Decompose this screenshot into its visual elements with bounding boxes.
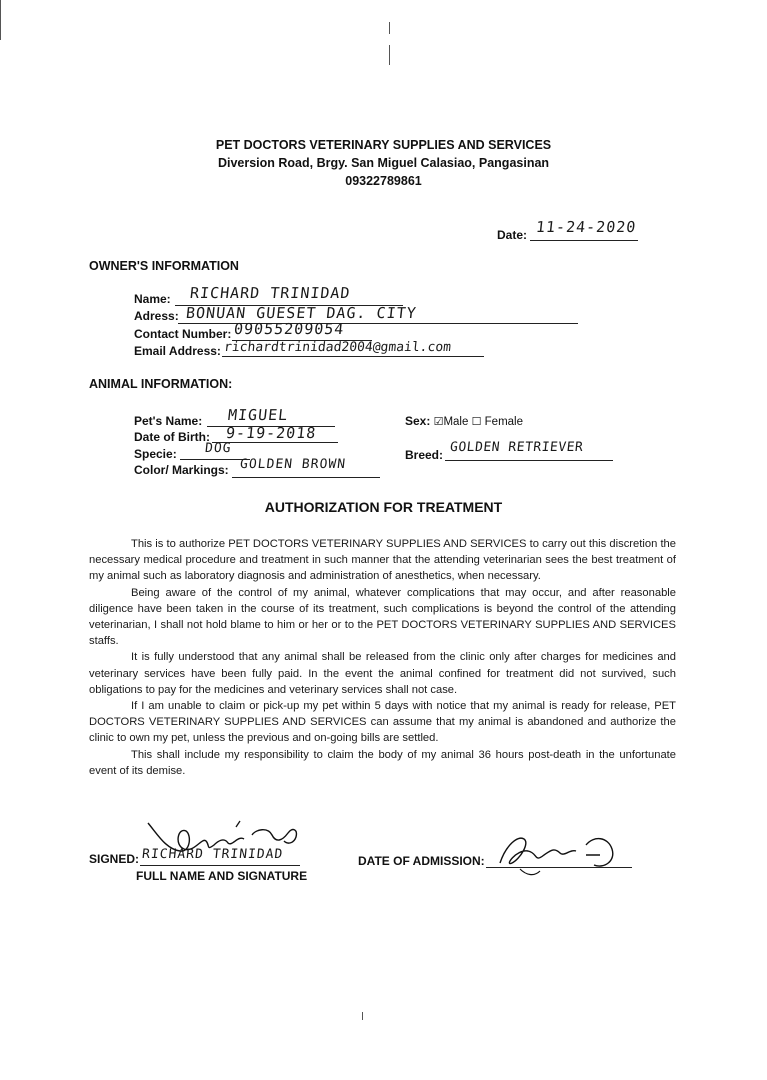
authorization-paragraph: This shall include my responsibility to claim the body of my animal 36 hours post-death in the unfortunate event of its demise. <box>89 748 676 777</box>
animal-section-title: ANIMAL INFORMATION: <box>89 377 233 391</box>
sex-field <box>405 414 523 428</box>
company-name: PET DOCTORS VETERINARY SUPPLIES AND SERVICES <box>215 138 552 152</box>
breed-value[interactable]: GOLDEN RETRIEVER <box>449 440 585 455</box>
email-value[interactable]: richardtrinidad2004@gmail.com <box>223 340 452 355</box>
sex-label: Sex: <box>405 414 431 428</box>
date-value[interactable]: 11-24-2020 <box>535 218 638 236</box>
specie-value[interactable]: DOG <box>204 441 233 456</box>
breed-label: Breed: <box>405 448 444 462</box>
signed-line <box>140 865 300 866</box>
date-line <box>530 240 638 241</box>
authorization-paragraph: This is to authorize PET DOCTORS VETERINARY SUPPLIES AND SERVICES to carry out this discretion the necessary medical procedure and treatment in such manner that the attending veterinarian sees the best treatment of my animal such as laboratory diagnosis and administration of anesthetics, when necessary. <box>89 538 676 583</box>
contact-label: Contact Number: <box>134 327 232 341</box>
authorization-paragraph: It is fully understood that any animal shall be released from the clinic only after charges for medicines and veterinary services have been fully paid. In the event the animal confined for treatment did not survived, such obligations to pay for the medicines and veterinary services shall not case. <box>89 651 676 696</box>
scan-edge <box>0 0 1 40</box>
scan-mark <box>389 22 390 34</box>
dob-value[interactable]: 9-19-2018 <box>225 424 318 442</box>
color-label: Color/ Markings: <box>134 463 229 477</box>
owner-address-label: Adress: <box>134 309 179 323</box>
admission-label: DATE OF ADMISSION: <box>358 854 485 868</box>
breed-line <box>445 460 613 461</box>
authorization-paragraph: If I am unable to claim or pick-up my pet within 5 days with notice that my animal is ready for release, PET DOCTORS VETERINARY SUPPLIES AND SERVICES can assume that my animal is abandoned and authorize the clinic to own my pet, unless the previous and on-going bills are settled. <box>89 700 676 745</box>
admission-signature-scribble <box>490 825 630 885</box>
date-label: Date: <box>497 228 528 242</box>
owner-section-title: OWNER'S INFORMATION <box>89 259 239 273</box>
signed-name-value[interactable]: RICHARD TRINIDAD <box>141 847 285 862</box>
color-line <box>232 477 380 478</box>
authorization-body <box>89 536 676 779</box>
dob-label: Date of Birth: <box>134 430 210 444</box>
authorization-paragraph: Being aware of the control of my animal, whatever complications that may occur, and after reasonable diligence have been taken in the course of its treatment, such complications is beyond the control of the attending veterinarian, I shall not hold blame to him or her or to the PET DOCTORS VETERINARY SUPPLIES AND SERVICES staffs. <box>89 586 676 648</box>
sex-male-option: Male <box>443 416 469 428</box>
signature-caption: FULL NAME AND SIGNATURE <box>136 869 308 883</box>
male-checkbox-checked-icon[interactable]: ☑ <box>433 416 444 428</box>
pet-name-label: Pet's Name: <box>134 414 203 428</box>
company-phone: 09322789861 <box>345 174 422 188</box>
sex-female-option: Female <box>484 416 524 428</box>
color-value[interactable]: GOLDEN BROWN <box>239 457 347 472</box>
scan-mark <box>389 45 390 65</box>
email-line <box>222 356 484 357</box>
authorization-title: AUTHORIZATION FOR TREATMENT <box>264 499 503 515</box>
owner-address-value[interactable]: BONUAN GUESET DAG. CITY <box>185 304 418 322</box>
signed-label: SIGNED: <box>89 852 140 866</box>
female-checkbox-icon[interactable]: ☐ <box>471 416 482 428</box>
email-label: Email Address: <box>134 344 221 358</box>
pet-name-value[interactable]: MIGUEL <box>227 406 290 424</box>
company-address: Diversion Road, Brgy. San Miguel Calasiao, Pangasinan <box>217 156 550 170</box>
owner-name-value[interactable]: RICHARD TRINIDAD <box>189 284 352 302</box>
specie-label: Specie: <box>134 447 177 461</box>
contact-value[interactable]: 09055209054 <box>233 320 346 338</box>
owner-name-label: Name: <box>134 292 171 306</box>
scan-mark <box>362 1012 363 1020</box>
